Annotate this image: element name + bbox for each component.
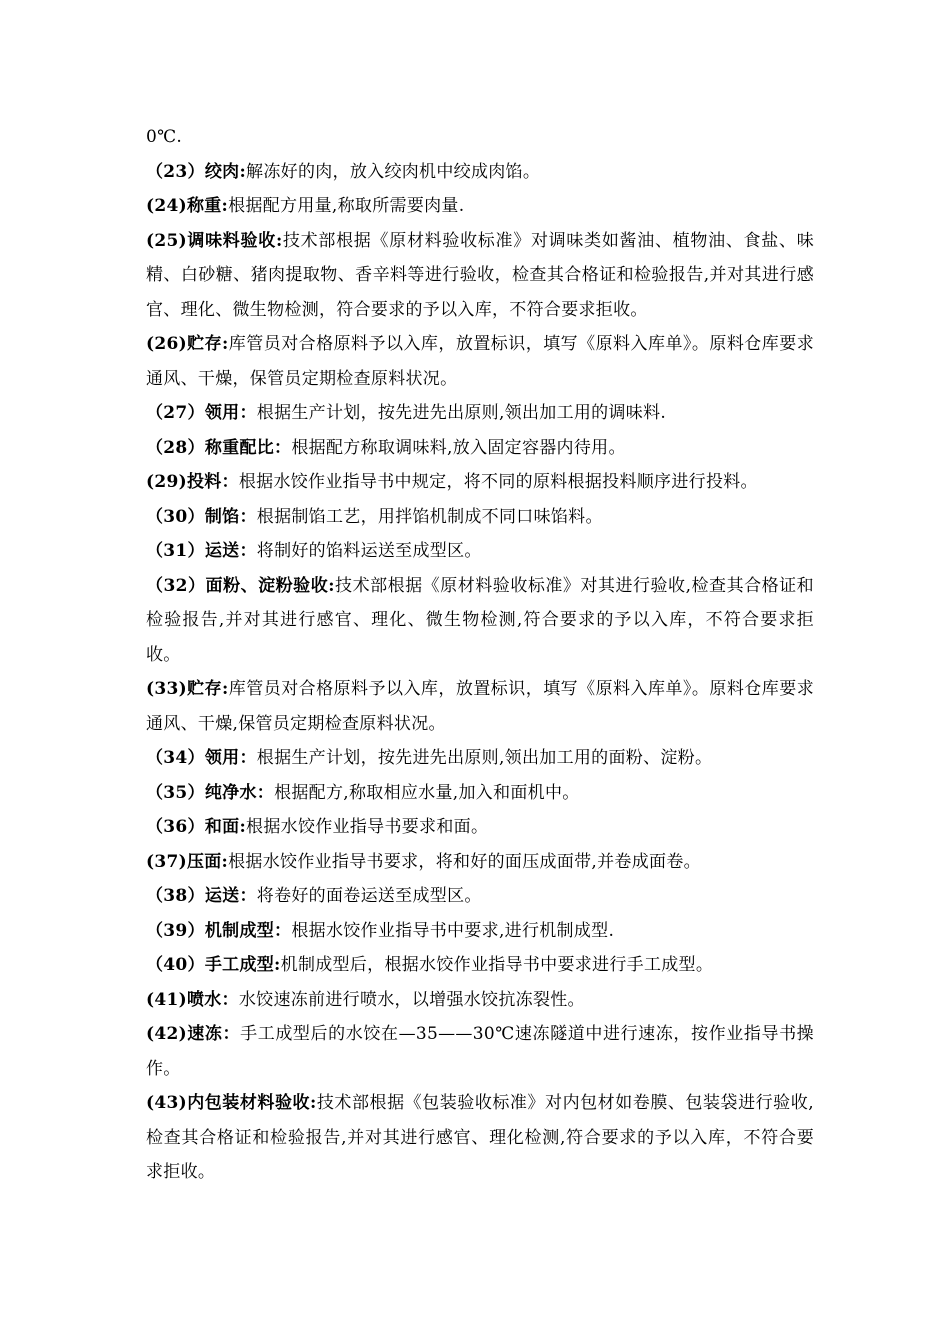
step-label: （27）领用： (146, 403, 257, 423)
step-text: 根据水饺作业指导书中规定，将不同的原料根据投料顺序进行投料。 (238, 472, 758, 492)
step-text: 机制成型后，根据水饺作业指导书中要求进行手工成型。 (280, 955, 714, 975)
step-label: (41)喷水： (146, 989, 239, 1010)
step-item (146, 327, 814, 396)
step-text: 技术部根据《原材料验收标准》对调味类如酱油、植物油、食盐、味精、白砂糖、猪肉提取物、香辛料等进行验收，检查其合格证和检验报告,并对其进行感官、理化、微生物检测，符合要求的予以入库，不符合要求拒收。 (146, 230, 814, 320)
step-item (146, 500, 814, 535)
step-item (146, 879, 814, 914)
step-text: 技术部根据《原材料验收标准》对其进行验收,检查其合格证和检验报告,并对其进行感官、理化、微生物检测,符合要求的予以入库，不符合要求拒收。 (146, 575, 814, 665)
step-label: (33)贮存: (146, 679, 229, 699)
step-text: 库管员对合格原料予以入库，放置标识，填写《原料入库单》。原料仓库要求通风、干燥,保管员定期检查原料状况。 (146, 679, 814, 734)
step-text: 根据制馅工艺，用拌馅机制成不同口味馅料。 (256, 506, 603, 527)
step-text: 根据水饺作业指导书中要求,进行机制成型. (291, 920, 615, 941)
step-item (146, 914, 814, 949)
step-text: 手工成型后的水饺在—35——30℃速冻隧道中进行速冻，按作业指导书操作。 (146, 1024, 814, 1079)
step-label: （32）面粉、淀粉验收: (146, 575, 335, 596)
step-label: （30）制馅： (146, 506, 257, 527)
step-text: 水饺速冻前进行喷水，以增强水饺抗冻裂性。 (238, 989, 585, 1010)
step-label: （39）机制成型： (146, 920, 292, 941)
step-label: （28）称重配比： (146, 437, 292, 458)
step-item (146, 534, 814, 569)
step-text: 将卷好的面卷运送至成型区。 (256, 886, 482, 906)
step-item (146, 948, 814, 983)
step-text: 根据生产计划，按先进先出原则,领出加工用的调味料. (256, 403, 667, 423)
step-item (146, 1017, 814, 1086)
step-label: （34）领用： (146, 748, 257, 768)
step-item (146, 465, 814, 500)
step-label: (42)速冻： (146, 1024, 241, 1044)
step-text: 解冻好的肉，放入绞肉机中绞成肉馅。 (246, 161, 541, 182)
step-item (146, 155, 814, 190)
step-label: （35）纯净水： (146, 782, 275, 803)
document-body (146, 120, 814, 1190)
step-text: 根据水饺作业指导书要求，将和好的面压成面带,并卷成面卷。 (228, 851, 701, 872)
step-label: (43)内包装材料验收: (146, 1093, 317, 1113)
step-item (146, 431, 814, 466)
step-item (146, 396, 814, 431)
step-text: 根据生产计划，按先进先出原则,领出加工用的面粉、淀粉。 (256, 748, 713, 768)
step-label: (26)贮存: (146, 334, 229, 354)
step-item (146, 741, 814, 776)
step-item (146, 569, 814, 673)
step-text: 根据配方,称取相应水量,加入和面机中。 (274, 782, 580, 803)
step-text: 将制好的馅料运送至成型区。 (256, 541, 482, 561)
step-label: (29)投料： (146, 472, 239, 492)
step-label: (25)调味料验收: (146, 230, 283, 251)
step-item (146, 224, 814, 328)
step-item (146, 189, 814, 224)
step-label: （40）手工成型: (146, 955, 281, 975)
step-label: (24)称重: (146, 196, 229, 216)
step-item (146, 845, 814, 880)
step-label: （38）运送： (146, 886, 257, 906)
step-label: （23）绞肉: (146, 161, 247, 182)
step-item (146, 810, 814, 845)
step-text: 技术部根据《包装验收标准》对内包材如卷膜、包装袋进行验收,检查其合格证和检验报告,并对其进行感官、理化检测,符合要求的予以入库，不符合要求拒收。 (146, 1093, 814, 1182)
step-text: 根据水饺作业指导书要求和面。 (246, 817, 489, 837)
step-item (146, 1086, 814, 1190)
step-text: 根据配方称取调味料,放入固定容器内待用。 (291, 437, 626, 458)
step-item (146, 983, 814, 1018)
step-label: （36）和面: (146, 817, 247, 837)
fragment-text: 0℃. (146, 127, 183, 147)
step-text: 根据配方用量,称取所需要肉量. (228, 196, 465, 216)
step-item (146, 672, 814, 741)
step-text: 库管员对合格原料予以入库，放置标识，填写《原料入库单》。原料仓库要求通风、干燥，保管员定期检查原料状况。 (146, 334, 814, 389)
step-label: (37)压面: (146, 851, 229, 872)
step-label: （31）运送： (146, 541, 257, 561)
step-list (146, 155, 814, 1190)
step-item (146, 776, 814, 811)
fragment-line (146, 120, 814, 155)
